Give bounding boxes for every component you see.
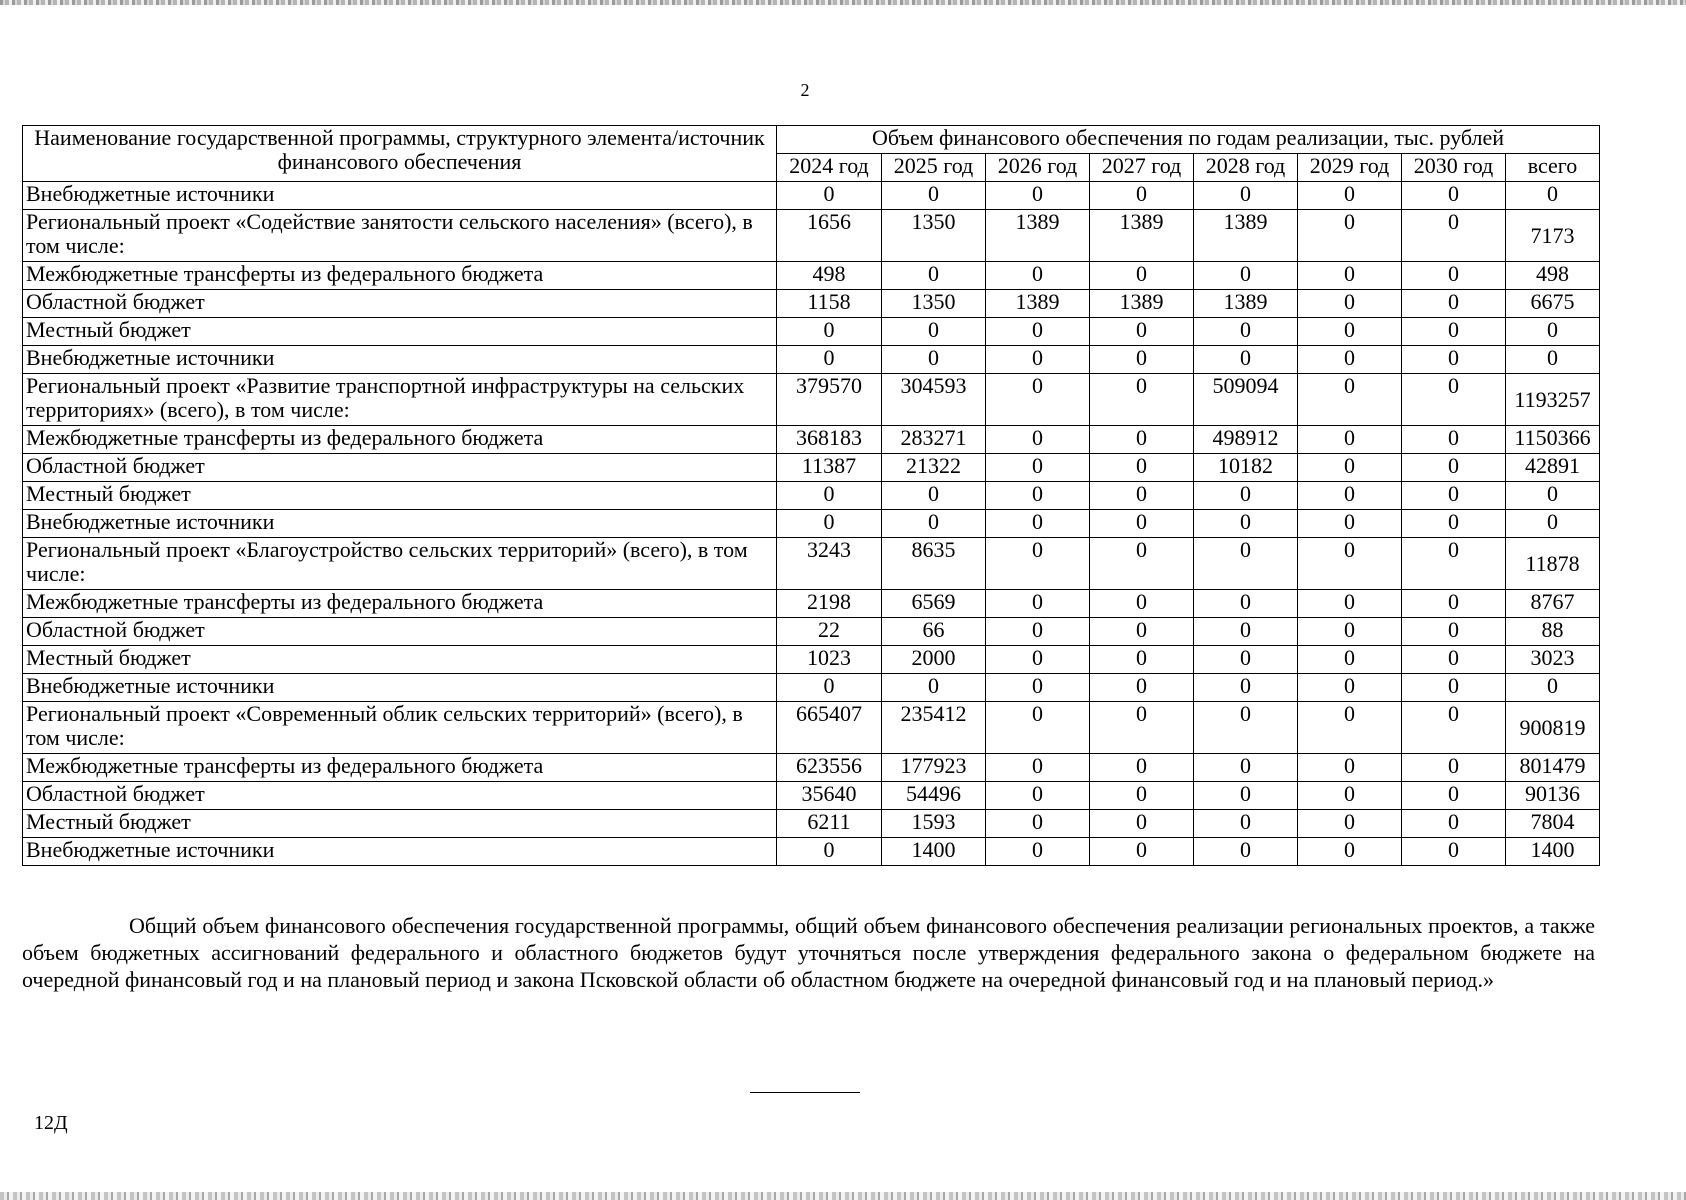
row-value-cell: 0 [1298, 810, 1402, 838]
row-name-cell: Местный бюджет [23, 810, 777, 838]
row-value-cell: 0 [1194, 182, 1298, 210]
row-value-cell: 0 [1194, 838, 1298, 866]
row-value-cell: 0 [1402, 426, 1506, 454]
table-body [23, 182, 1600, 866]
row-value-cell: 6211 [777, 810, 882, 838]
row-value-cell: 0 [986, 782, 1090, 810]
row-name-cell: Областной бюджет [23, 618, 777, 646]
row-value-cell: 0 [1402, 810, 1506, 838]
table-row [23, 454, 1600, 482]
row-total-cell: 7173 [1506, 210, 1600, 262]
row-value-cell: 0 [986, 754, 1090, 782]
scan-edge-bottom [0, 1192, 1686, 1200]
row-value-cell: 35640 [777, 782, 882, 810]
row-value-cell: 0 [1090, 754, 1194, 782]
table-row-project [23, 374, 1600, 426]
budget-table [22, 125, 1600, 866]
row-value-cell: 0 [777, 510, 882, 538]
row-value-cell: 0 [777, 482, 882, 510]
row-value-cell: 0 [986, 374, 1090, 426]
table-row [23, 590, 1600, 618]
row-value-cell: 1023 [777, 646, 882, 674]
row-value-cell: 0 [1298, 702, 1402, 754]
row-value-cell: 0 [1402, 290, 1506, 318]
row-value-cell: 177923 [882, 754, 986, 782]
row-value-cell: 1656 [777, 210, 882, 262]
row-value-cell: 2198 [777, 590, 882, 618]
row-value-cell: 0 [777, 674, 882, 702]
row-value-cell: 2000 [882, 646, 986, 674]
row-value-cell: 0 [1298, 182, 1402, 210]
row-name-cell: Межбюджетные трансферты из федерального бюджета [23, 754, 777, 782]
row-value-cell: 0 [986, 454, 1090, 482]
table-row [23, 838, 1600, 866]
table-row [23, 262, 1600, 290]
row-value-cell: 0 [1402, 618, 1506, 646]
document-code: 12Д [34, 1112, 68, 1134]
row-value-cell: 0 [1194, 590, 1298, 618]
row-total-cell: 11878 [1506, 538, 1600, 590]
row-value-cell: 8635 [882, 538, 986, 590]
row-value-cell: 0 [882, 510, 986, 538]
row-value-cell: 1389 [1090, 210, 1194, 262]
row-total-cell: 8767 [1506, 590, 1600, 618]
row-value-cell: 0 [1298, 210, 1402, 262]
row-name-cell: Межбюджетные трансферты из федерального бюджета [23, 262, 777, 290]
row-value-cell: 0 [1194, 510, 1298, 538]
row-value-cell: 0 [1402, 210, 1506, 262]
header-year-cell: 2028 год [1194, 154, 1298, 182]
row-value-cell: 1593 [882, 810, 986, 838]
row-value-cell: 0 [1194, 674, 1298, 702]
row-value-cell: 0 [986, 810, 1090, 838]
row-value-cell: 368183 [777, 426, 882, 454]
row-name-cell: Внебюджетные источники [23, 674, 777, 702]
row-value-cell: 1350 [882, 290, 986, 318]
row-value-cell: 0 [1090, 374, 1194, 426]
row-value-cell: 1389 [1090, 290, 1194, 318]
row-total-cell: 90136 [1506, 782, 1600, 810]
row-total-cell: 900819 [1506, 702, 1600, 754]
row-value-cell: 66 [882, 618, 986, 646]
row-value-cell: 0 [1194, 538, 1298, 590]
row-value-cell: 0 [1298, 674, 1402, 702]
table-row [23, 426, 1600, 454]
header-volume-cell: Объем финансового обеспечения по годам реализации, тыс. рублей [777, 126, 1600, 154]
row-value-cell: 0 [1298, 318, 1402, 346]
row-name-cell: Региональный проект «Развитие транспортной инфраструктуры на сельских территориях» (всего), в том числе: [23, 374, 777, 426]
row-name-cell: Межбюджетные трансферты из федерального бюджета [23, 590, 777, 618]
row-value-cell: 0 [1298, 482, 1402, 510]
table-row-project [23, 538, 1600, 590]
table-row [23, 754, 1600, 782]
row-value-cell: 0 [1090, 674, 1194, 702]
row-value-cell: 0 [1090, 454, 1194, 482]
row-value-cell: 0 [1090, 782, 1194, 810]
header-year-cell: 2030 год [1402, 154, 1506, 182]
row-value-cell: 0 [1090, 318, 1194, 346]
row-name-cell: Внебюджетные источники [23, 838, 777, 866]
row-value-cell: 0 [882, 318, 986, 346]
row-value-cell: 623556 [777, 754, 882, 782]
row-value-cell: 0 [882, 482, 986, 510]
row-value-cell: 0 [1402, 754, 1506, 782]
table-row [23, 346, 1600, 374]
row-name-cell: Региональный проект «Благоустройство сельских территорий» (всего), в том числе: [23, 538, 777, 590]
row-value-cell: 509094 [1194, 374, 1298, 426]
row-value-cell: 1350 [882, 210, 986, 262]
header-year-cell: 2029 год [1298, 154, 1402, 182]
row-value-cell: 0 [986, 538, 1090, 590]
row-value-cell: 0 [1090, 262, 1194, 290]
row-value-cell: 0 [1090, 482, 1194, 510]
row-value-cell: 0 [986, 702, 1090, 754]
row-value-cell: 1389 [1194, 210, 1298, 262]
row-value-cell: 0 [1298, 590, 1402, 618]
row-value-cell: 0 [986, 482, 1090, 510]
row-name-cell: Местный бюджет [23, 318, 777, 346]
row-total-cell: 0 [1506, 510, 1600, 538]
row-value-cell: 0 [1090, 510, 1194, 538]
row-value-cell: 0 [1090, 838, 1194, 866]
row-value-cell: 0 [882, 262, 986, 290]
scan-edge-top [0, 0, 1686, 5]
row-value-cell: 0 [777, 838, 882, 866]
row-value-cell: 283271 [882, 426, 986, 454]
row-name-cell: Региональный проект «Содействие занятости сельского населения» (всего), в том числе: [23, 210, 777, 262]
table-row [23, 318, 1600, 346]
row-value-cell: 0 [986, 838, 1090, 866]
row-total-cell: 801479 [1506, 754, 1600, 782]
header-year-cell: 2025 год [882, 154, 986, 182]
row-value-cell: 0 [882, 674, 986, 702]
table-row-project [23, 702, 1600, 754]
row-value-cell: 0 [1090, 810, 1194, 838]
row-value-cell: 0 [1090, 346, 1194, 374]
table-row [23, 646, 1600, 674]
row-value-cell: 0 [777, 346, 882, 374]
row-name-cell: Внебюджетные источники [23, 346, 777, 374]
row-value-cell: 0 [986, 318, 1090, 346]
row-value-cell: 0 [1402, 590, 1506, 618]
page-number: 2 [800, 80, 810, 100]
row-value-cell: 0 [1194, 702, 1298, 754]
row-total-cell: 0 [1506, 318, 1600, 346]
row-value-cell: 54496 [882, 782, 986, 810]
row-name-cell: Местный бюджет [23, 482, 777, 510]
row-value-cell: 1400 [882, 838, 986, 866]
row-total-cell: 88 [1506, 618, 1600, 646]
row-value-cell: 0 [882, 182, 986, 210]
row-value-cell: 0 [1402, 838, 1506, 866]
row-value-cell: 0 [986, 426, 1090, 454]
row-value-cell: 0 [1402, 182, 1506, 210]
row-value-cell: 0 [1298, 618, 1402, 646]
table-row [23, 618, 1600, 646]
row-total-cell: 1193257 [1506, 374, 1600, 426]
row-value-cell: 0 [1298, 346, 1402, 374]
row-value-cell: 0 [1402, 782, 1506, 810]
row-value-cell: 0 [1298, 290, 1402, 318]
row-total-cell: 0 [1506, 674, 1600, 702]
row-value-cell: 0 [1298, 646, 1402, 674]
row-value-cell: 0 [1402, 318, 1506, 346]
row-value-cell: 0 [986, 262, 1090, 290]
row-total-cell: 1150366 [1506, 426, 1600, 454]
header-year-cell: 2026 год [986, 154, 1090, 182]
row-value-cell: 0 [1090, 646, 1194, 674]
row-value-cell: 235412 [882, 702, 986, 754]
row-name-cell: Областной бюджет [23, 782, 777, 810]
row-total-cell: 0 [1506, 482, 1600, 510]
row-value-cell: 0 [986, 618, 1090, 646]
row-value-cell: 1389 [986, 290, 1090, 318]
row-name-cell: Областной бюджет [23, 290, 777, 318]
row-value-cell: 0 [986, 182, 1090, 210]
row-value-cell: 11387 [777, 454, 882, 482]
row-value-cell: 0 [1194, 782, 1298, 810]
row-value-cell: 3243 [777, 538, 882, 590]
row-value-cell: 6569 [882, 590, 986, 618]
row-value-cell: 0 [1402, 674, 1506, 702]
row-value-cell: 0 [1298, 754, 1402, 782]
row-value-cell: 0 [1090, 426, 1194, 454]
row-value-cell: 0 [1298, 262, 1402, 290]
row-value-cell: 0 [1194, 618, 1298, 646]
row-value-cell: 0 [1090, 702, 1194, 754]
row-value-cell: 0 [1090, 182, 1194, 210]
row-value-cell: 0 [986, 346, 1090, 374]
row-value-cell: 0 [1298, 538, 1402, 590]
header-name-cell: Наименование государственной программы, структурного элемента/источник финансового обеспечения [23, 126, 777, 182]
table-row-project [23, 210, 1600, 262]
row-value-cell: 0 [1194, 646, 1298, 674]
row-value-cell: 0 [986, 510, 1090, 538]
signature-divider [750, 1092, 860, 1093]
row-total-cell: 42891 [1506, 454, 1600, 482]
row-name-cell: Областной бюджет [23, 454, 777, 482]
row-value-cell: 0 [882, 346, 986, 374]
row-total-cell: 7804 [1506, 810, 1600, 838]
row-value-cell: 0 [1402, 262, 1506, 290]
row-value-cell: 0 [1402, 374, 1506, 426]
table-header-row [23, 126, 1600, 154]
header-year-cell: 2027 год [1090, 154, 1194, 182]
row-name-cell: Местный бюджет [23, 646, 777, 674]
row-total-cell: 3023 [1506, 646, 1600, 674]
row-value-cell: 0 [1298, 374, 1402, 426]
row-name-cell: Внебюджетные источники [23, 182, 777, 210]
row-value-cell: 0 [1194, 318, 1298, 346]
row-value-cell: 0 [1194, 262, 1298, 290]
row-value-cell: 0 [986, 646, 1090, 674]
row-value-cell: 0 [1090, 538, 1194, 590]
row-value-cell: 0 [1194, 810, 1298, 838]
row-name-cell: Межбюджетные трансферты из федерального бюджета [23, 426, 777, 454]
row-value-cell: 0 [1298, 426, 1402, 454]
row-value-cell: 0 [1298, 838, 1402, 866]
footer-paragraph: Общий объем финансового обеспечения государственной программы, общий объем финансового обеспечения реализации региональных проектов, а также объем бюджетных ассигнований федерального и областного бюджетов будут уточняться после утверждения федерального закона о федеральном бюджете на очередной финансовый год и на плановый период и закона Псковской области об областном бюджете на очередной финансовый год и на плановый период.» [22, 913, 1595, 992]
row-value-cell: 0 [1090, 590, 1194, 618]
row-value-cell: 0 [986, 674, 1090, 702]
row-value-cell: 498 [777, 262, 882, 290]
row-total-cell: 6675 [1506, 290, 1600, 318]
table-row [23, 290, 1600, 318]
row-total-cell: 498 [1506, 262, 1600, 290]
row-name-cell: Внебюджетные источники [23, 510, 777, 538]
row-value-cell: 0 [777, 182, 882, 210]
row-value-cell: 0 [986, 590, 1090, 618]
header-total-cell: всего [1506, 154, 1600, 182]
table-row [23, 782, 1600, 810]
row-value-cell: 665407 [777, 702, 882, 754]
row-value-cell: 0 [1402, 538, 1506, 590]
row-value-cell: 0 [1402, 346, 1506, 374]
table-row [23, 510, 1600, 538]
table-row [23, 674, 1600, 702]
row-value-cell: 379570 [777, 374, 882, 426]
row-value-cell: 0 [1402, 482, 1506, 510]
row-value-cell: 0 [1194, 754, 1298, 782]
row-value-cell: 0 [1194, 346, 1298, 374]
row-total-cell: 1400 [1506, 838, 1600, 866]
row-value-cell: 0 [1402, 646, 1506, 674]
row-value-cell: 21322 [882, 454, 986, 482]
row-value-cell: 498912 [1194, 426, 1298, 454]
row-value-cell: 0 [1194, 482, 1298, 510]
row-value-cell: 0 [1298, 454, 1402, 482]
row-total-cell: 0 [1506, 182, 1600, 210]
row-value-cell: 22 [777, 618, 882, 646]
header-year-cell: 2024 год [777, 154, 882, 182]
table-row [23, 482, 1600, 510]
row-value-cell: 0 [777, 318, 882, 346]
row-value-cell: 0 [1402, 702, 1506, 754]
row-name-cell: Региональный проект «Современный облик сельских территорий» (всего), в том числе: [23, 702, 777, 754]
row-value-cell: 0 [1298, 782, 1402, 810]
row-value-cell: 1389 [1194, 290, 1298, 318]
row-value-cell: 0 [1298, 510, 1402, 538]
table-row [23, 810, 1600, 838]
table-row [23, 182, 1600, 210]
row-value-cell: 0 [1402, 510, 1506, 538]
row-value-cell: 0 [1090, 618, 1194, 646]
row-value-cell: 10182 [1194, 454, 1298, 482]
row-value-cell: 0 [1402, 454, 1506, 482]
row-total-cell: 0 [1506, 346, 1600, 374]
row-value-cell: 304593 [882, 374, 986, 426]
row-value-cell: 1389 [986, 210, 1090, 262]
row-value-cell: 1158 [777, 290, 882, 318]
